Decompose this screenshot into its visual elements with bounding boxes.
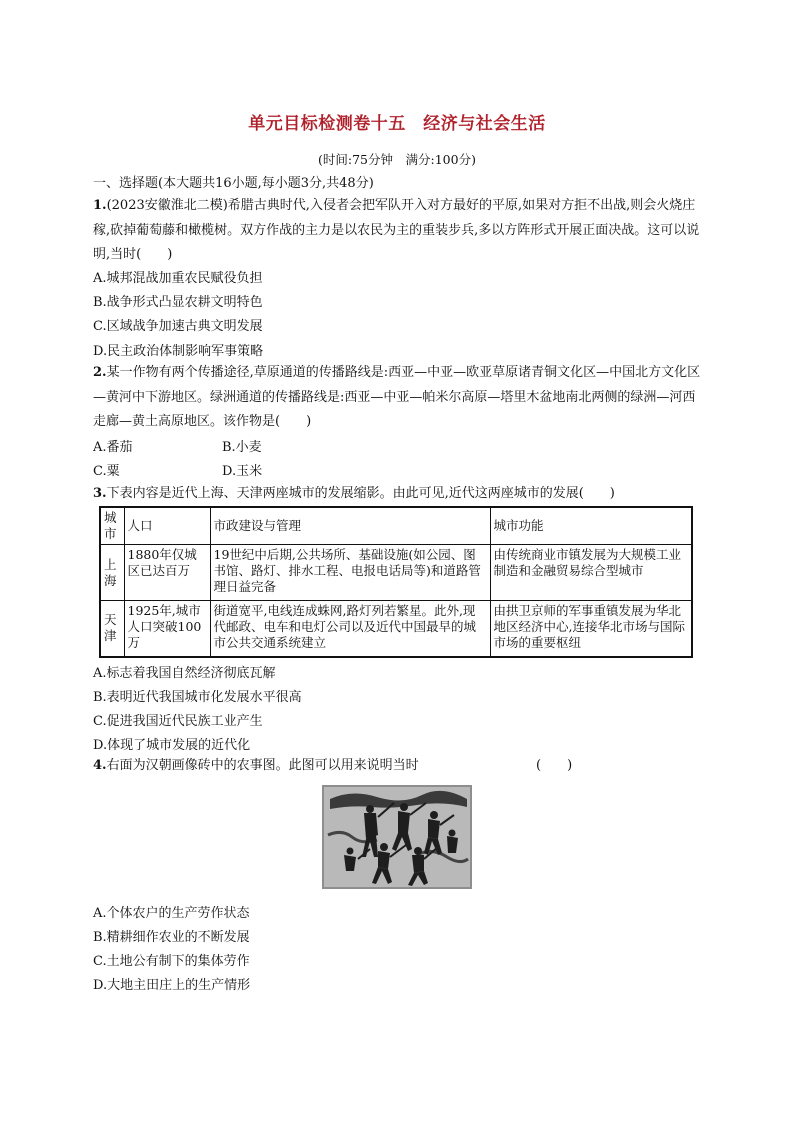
option-d[interactable]: D.民主政治体制影响军事策略 [93,344,264,359]
table-cell: 1880年仅城区已达百万 [124,545,210,601]
option-c[interactable]: C.粟 [93,464,120,479]
section-heading: 一、选择题(本大题共16小题,每小题3分,共48分) [93,176,374,191]
option-d[interactable]: D.大地主田庄上的生产情形 [93,978,251,993]
exam-meta: (时间:75分钟 满分:100分) [318,152,476,167]
farming-scene-illustration [322,785,472,889]
table-cell: 上海 [100,545,124,601]
table-header: 市政建设与管理 [210,507,490,545]
option-b[interactable]: B.表明近代我国城市化发展水平很高 [93,690,302,705]
question-number: 2. [93,365,107,380]
option-c[interactable]: C.促进我国近代民族工业产生 [93,714,263,729]
table-cell: 19世纪中后期,公共场所、基础设施(如公园、图书馆、路灯、排水工程、电报电话局等)和道路管理日益完备 [210,545,490,601]
table-cell: 1925年,城市人口突破100万 [124,601,210,657]
table-header: 人口 [124,507,210,545]
table-cell: 天津 [100,601,124,657]
table-header-row [100,507,692,545]
question-number: 1. [93,198,107,213]
table-cell: 街道宽平,电线连成蛛网,路灯列若繁星。此外,现代邮政、电车和电灯公司以及近代中国最早的城市公共交通系统建立 [210,601,490,657]
table-row [100,601,692,657]
question-number: 3. [93,486,107,501]
table-row [100,545,692,601]
table-cell: 由传统商业市镇发展为大规模工业制造和金融贸易综合型城市 [490,545,692,601]
option-a[interactable]: A.个体农户的生产劳作状态 [93,906,250,921]
question-4 [93,757,419,775]
option-a[interactable]: A.标志着我国自然经济彻底瓦解 [93,666,276,681]
table-header: 城市功能 [490,507,692,545]
option-a[interactable]: A.城邦混战加重农民赋役负担 [93,271,263,286]
option-b[interactable]: B.小麦 [222,440,262,455]
city-table [99,506,693,658]
answer-blank: ( ) [536,758,573,773]
table-header: 城市 [100,507,124,545]
question-number: 4. [93,758,107,773]
option-b[interactable]: B.战争形式凸显农耕文明特色 [93,295,263,310]
option-c[interactable]: C.区域战争加速古典文明发展 [93,319,263,334]
question-stem: 下表内容是近代上海、天津两座城市的发展缩影。由此可见,近代这两座城市的发展( ) [106,486,615,501]
option-a[interactable]: A.番茄 [93,440,133,455]
option-d[interactable]: D.玉米 [222,464,263,479]
option-d[interactable]: D.体现了城市发展的近代化 [93,738,251,753]
option-b[interactable]: B.精耕细作农业的不断发展 [93,930,250,945]
question-2 [93,361,703,435]
question-stem: (2023安徽淮北二模)希腊古典时代,入侵者会把军队开入对方最好的平原,如果对方拒不出战,则会火烧庄稼,砍掉葡萄藤和橄榄树。双方作战的主力是以农民为主的重装步兵,多以方阵形式开展正面决战。这可以说明,当时( ) [93,198,700,262]
page-title: 单元目标检测卷十五 经济与社会生活 [248,114,546,134]
question-stem: 某一作物有两个传播途径,草原通道的传播路线是:西亚—中亚—欧亚草原诸青铜文化区—中国北方文化区—黄河中下游地区。绿洲通道的传播路线是:西亚—中亚—帕米尔高原—塔里木盆地南北两侧的绿洲—河西走廊—黄土高原地区。该作物是( ) [93,365,701,429]
table-cell: 由拱卫京师的军事重镇发展为华北地区经济中心,连接华北市场与国际市场的重要枢纽 [490,601,692,657]
option-c[interactable]: C.土地公有制下的集体劳作 [93,954,250,969]
question-3 [93,482,703,507]
han-brick-farming-image [322,785,472,889]
question-1 [93,194,703,268]
question-stem: 右面为汉朝画像砖中的农事图。此图可以用来说明当时 [106,758,419,773]
